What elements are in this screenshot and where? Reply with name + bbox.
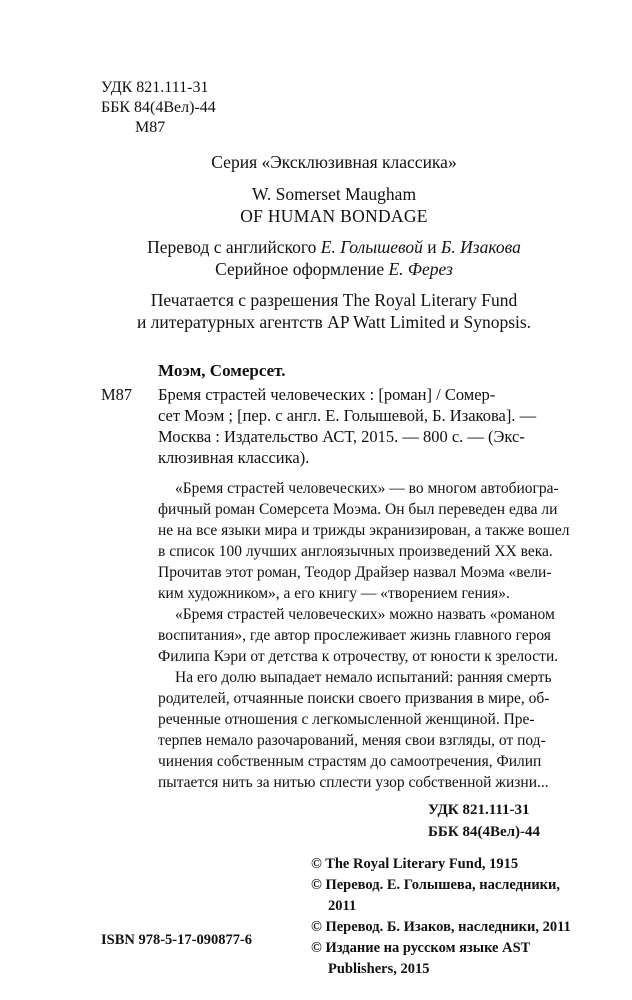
translation-credit xyxy=(100,236,568,258)
udk-code: УДК 821.111-31 xyxy=(101,79,209,96)
copyright-line: 2011 xyxy=(328,898,357,914)
author-mark: М87 xyxy=(135,119,166,136)
copyright-line: © Перевод. Е. Голышева, наследники, xyxy=(311,877,561,893)
copyright-line: Publishers, 2015 xyxy=(328,961,430,977)
annotation-line: в список 100 лучших англоязычных произведений XX века. xyxy=(158,543,553,560)
design-credit xyxy=(100,258,568,280)
annotation-line: реченные отношения с легкомысленной женщиной. Пре- xyxy=(158,711,535,728)
isbn: ISBN 978-5-17-090877-6 xyxy=(101,932,253,948)
bbk-code-bold: ББК 84(4Вел)-44 xyxy=(428,824,541,840)
permission-line-1: Печатается с разрешения The Royal Literary Fund xyxy=(150,290,518,310)
translator-1: Е. Голышевой xyxy=(320,237,423,257)
copyright-line: © The Royal Literary Fund, 1915 xyxy=(311,856,519,872)
annotation-line: «Бремя страстей человеческих» можно назвать «романом xyxy=(175,606,555,623)
card-desc-line: клюзивная классика). xyxy=(158,448,310,467)
annotation-line: ким художником», а его книгу — «творением гения». xyxy=(158,585,510,602)
annotation-line: чинения собственным страстям до самоотречения, Филип xyxy=(158,753,542,770)
translation-prefix: Перевод с английского xyxy=(147,237,321,257)
original-author: W. Somerset Maugham xyxy=(251,184,417,204)
translation-and: и xyxy=(422,237,442,257)
copyright-line: © Издание на русском языке AST xyxy=(311,940,531,956)
translator-2: Б. Изакова xyxy=(441,237,521,257)
card-mark: М87 xyxy=(101,385,133,404)
design-prefix: Серийное оформление xyxy=(215,259,389,279)
annotation-line: воспитания», где автор прослеживает жизнь главного героя xyxy=(158,627,551,644)
annotation-line: терпев немало разочарований, меняя свои взгляды, от под- xyxy=(158,732,546,749)
card-desc-line: Бремя страстей человеческих : [роман] / Сомер- xyxy=(158,385,496,404)
annotation-line: На его долю выпадает немало испытаний: ранняя смерть xyxy=(175,669,552,686)
designer-name: Е. Ферез xyxy=(388,259,453,279)
annotation-line: пытается нить за нитью сплести узор собственной жизни... xyxy=(158,774,549,791)
card-desc-line: Москва : Издательство АСТ, 2015. — 800 с. — (Экс- xyxy=(158,427,525,446)
annotation-line: «Бремя страстей человеческих» — во многом автобиогра- xyxy=(175,480,559,497)
permission-line-2: и литературных агентств AP Watt Limited и Synopsis. xyxy=(136,312,532,332)
annotation-line: Прочитав этот роман, Теодор Драйзер назвал Моэма «вели- xyxy=(158,564,552,581)
copyright-line: © Перевод. Б. Изаков, наследники, 2011 xyxy=(311,919,571,935)
annotation-line: не на все языки мира и трижды экранизирован, а также вошел xyxy=(158,522,570,539)
udk-code-bold: УДК 821.111-31 xyxy=(428,802,530,818)
series-line: Серия «Эксклюзивная классика» xyxy=(211,152,457,172)
annotation-line: фичный роман Сомерсета Моэма. Он был переведен едва ли xyxy=(158,501,558,518)
annotation-line: родителей, отчаянные поиски своего призвания в мире, об- xyxy=(158,690,550,707)
card-author-heading: Моэм, Сомерсет. xyxy=(158,361,286,380)
bbk-code: ББК 84(4Вел)-44 xyxy=(101,99,216,116)
card-desc-line: сет Моэм ; [пер. с англ. Е. Голышевой, Б. Изакова]. — xyxy=(158,406,537,425)
original-title: OF HUMAN BONDAGE xyxy=(240,206,428,226)
annotation-line: Филипа Кэри от детства к отрочеству, от юности к зрелости. xyxy=(158,648,559,665)
